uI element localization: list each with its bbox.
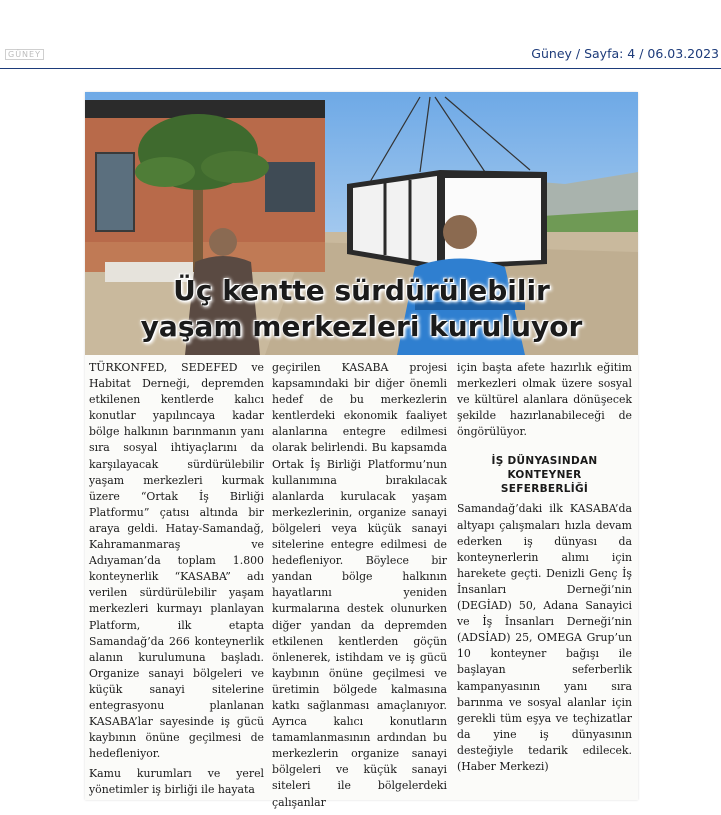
article-column-1 [89, 360, 264, 803]
paragraph: geçirilen KASABA projesi kapsamındaki bir diğer önemli hedef de bu merkezlerin kentlerdeki ekonomik faaliyet alanlarına entegre edilmesi olarak belirlendi. Bu kapsamda Ortak İş Birliği Platformu’nun kullanımına bırakılacak alanlarda kurulacak yaşam merkezlerinin, organize sanayi bölgeleri veya küçük sanayi sitelerine entegre edilmesi de hedefleniyor. Böylece bir yandan bölge halkının hayatlarını yeniden kurmalarına destek olunurken diğer yandan da depremden etkilenen kentlerden göçün önlenerek, istihdam ve iş gücü kaybının önüne geçilmesi ve üretimin bölgede kalmasına katkı sağlanması amaçlanıyor. Ayrıca kalıcı konutların tamamlanmasının ardından bu merkezlerin organize sanayi bölgeleri ve küçük sanayi siteleri ile bölgelerdeki çalışanlar [272, 361, 447, 809]
article-column-2 [272, 360, 447, 815]
page-header [0, 0, 721, 72]
paragraph: TÜRKONFED, SEDEFED ve Habitat Derneği, depremden etkilenen kentlerde kalıcı konutlar yapılıncaya kadar bölge halkının barınmanın yanı sıra sosyal ihtiyaçlarını da karşılayacak sürdürülebilir yaşam merkezleri kurmak üzere “Ortak İş Birliği Platformu” çatısı altında bir araya geldi. Hatay-Samandağ, Kahramanmaraş ve Adıyaman’da toplam 1.800 konteynerlik “KASABA” adı verilen sürdürülebilir yaşam merkezleri kurmayı planlayan Platform, ilk etapta Samandağ’da 266 konteynerlik alanın kurulumuna başladı. Organize sanayi bölgeleri ve küçük sanayi sitelerine entegrasyonu planlanan KASABA’lar sayesinde iş gücü kaybının önüne geçilmesi de hedefleniyor. [89, 361, 264, 761]
header-rule [0, 68, 721, 69]
article-headline [85, 273, 638, 345]
page-meta: Güney / Sayfa: 4 / 06.03.2023 [531, 46, 719, 61]
container-icon [347, 170, 547, 270]
article-column-3 [457, 360, 632, 779]
paragraph: için başta afete hazırlık eğitim merkezleri olmak üzere sosyal ve kültürel alanlara dönüşecek şekilde hazırlanabileceği de öngörülüyor. [457, 361, 632, 439]
subhead-line: SEFERBERLİĞİ [500, 483, 589, 496]
paragraph: Samandağ’daki ilk KASABA’da altyapı çalışmaları hızla devam ederken iş dünyası da konteynerlerin alımı için harekete geçti. Denizli Genç İş İnsanları Derneği’nin (DEGİAD) 50, Adana Sanayici ve İş İnsanları Derneği’nin (ADSİAD) 25, OMEGA Grup’un 10 konteyner bağışı ile başlayan seferberlik kampanyasının yanı sıra barınma ve sosyal alanlar için gerekli tüm eşya ve teçhizatlar da yine iş dünyasının desteğiyle tedarik edilecek. (Haber Merkezi) [457, 502, 632, 773]
subhead-line: İŞ DÜNYASINDAN [491, 455, 598, 468]
section-subheading [457, 454, 632, 496]
news-clipping [85, 92, 638, 809]
subhead-line: KONTEYNER [507, 469, 582, 482]
headline-line-2: yaşam merkezleri kuruluyor [140, 310, 583, 343]
publication-logo: GÜNEY [5, 49, 44, 60]
paragraph: Kamu kurumları ve yerel yönetimler iş birliği ile hayata [89, 767, 264, 797]
headline-line-1: Üç kentte sürdürülebilir [173, 274, 550, 307]
